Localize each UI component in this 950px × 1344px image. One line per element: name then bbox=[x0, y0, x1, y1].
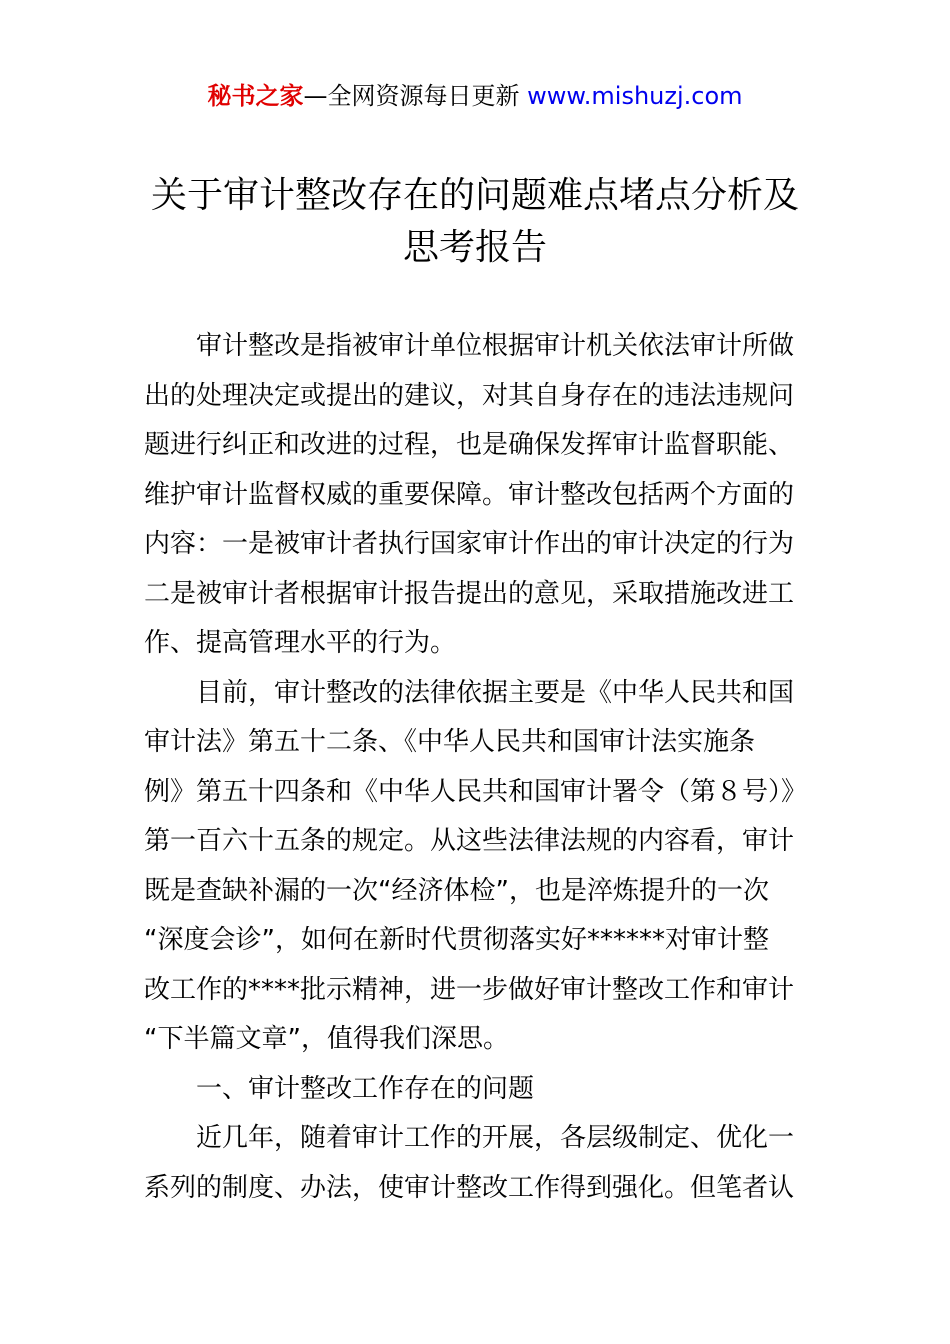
paragraph-line: 维护审计监督权威的重要保障。审计整改包括两个方面的 bbox=[144, 479, 795, 510]
paragraph-line: 审计整改是指被审计单位根据审计机关依法审计所做 bbox=[196, 331, 795, 361]
paragraph-line: 既是查缺补漏的一次“经济体检”，也是淬炼提升的一次 bbox=[144, 875, 769, 906]
title-line-2: 思考报告 bbox=[402, 227, 547, 268]
paragraph-line: 改工作的****批示精神，进一步做好审计整改工作和审计 bbox=[144, 974, 795, 1005]
section-heading: 一、审计整改工作存在的问题 bbox=[196, 1073, 535, 1104]
paragraph-line: 二是被审计者根据审计报告提出的意见，采取措施改进工 bbox=[144, 578, 795, 609]
paragraph-line: 目前，审计整改的法律依据主要是《中华人民共和国 bbox=[196, 677, 795, 708]
paragraph-line: 审计法》第五十二条、《中华人民共和国审计法实施条 bbox=[144, 727, 756, 757]
paragraph-line: 例》第五十四条和《中华人民共和国审计署令（第８号）》 bbox=[144, 776, 808, 807]
paragraph-line: 出的处理决定或提出的建议，对其自身存在的违法违规问 bbox=[144, 380, 795, 411]
title-line-1: 关于审计整改存在的问题难点堵点分析及 bbox=[150, 175, 799, 216]
paragraph-line: 近几年，随着审计工作的开展，各层级制定、优化一 bbox=[196, 1123, 795, 1153]
paragraph-line: 内容：一是被审计者执行国家审计作出的审计决定的行为 bbox=[144, 529, 795, 559]
site-header bbox=[0, 80, 950, 112]
document-title bbox=[0, 170, 950, 274]
paragraph-line: 系列的制度、办法，使审计整改工作得到强化。但笔者认 bbox=[144, 1172, 795, 1203]
site-brand: 秘书之家 bbox=[207, 82, 304, 110]
site-url-link[interactable]: www.mishuzj.com bbox=[527, 82, 743, 110]
paragraph-line: “下半篇文章”，值得我们深思。 bbox=[144, 1024, 509, 1054]
paragraph-line: 第一百六十五条的规定。从这些法律法规的内容看，审计 bbox=[144, 826, 795, 856]
paragraph-line: 作、提高管理水平的行为。 bbox=[144, 628, 457, 658]
paragraph-line: 题进行纠正和改进的过程，也是确保发挥审计监督职能、 bbox=[144, 430, 795, 460]
document-body bbox=[144, 322, 812, 1213]
paragraph-line: “深度会诊”，如何在新时代贯彻落实好******对审计整 bbox=[144, 925, 769, 955]
site-tagline: —全网资源每日更新 bbox=[303, 82, 528, 110]
